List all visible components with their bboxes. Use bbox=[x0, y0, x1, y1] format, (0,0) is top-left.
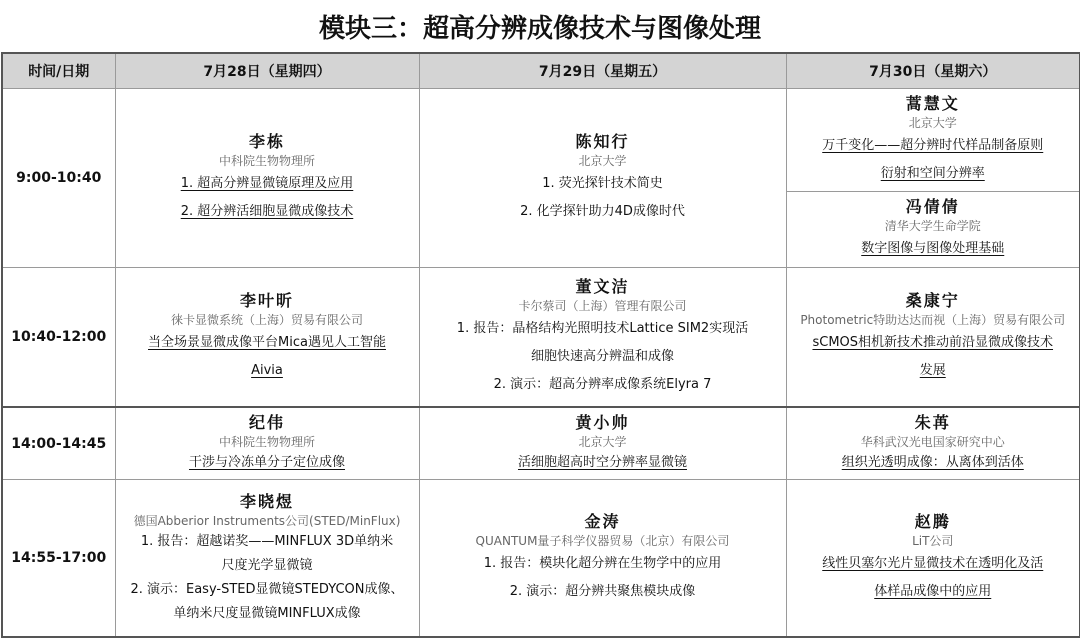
talk-title: 单纳米尺度显微镜MINFLUX成像 bbox=[173, 605, 361, 621]
talk-link[interactable]: 干涉与冷冻单分子定位成像 bbox=[188, 455, 345, 470]
speaker-name: 桑康宁 bbox=[905, 290, 960, 310]
session-cell bbox=[115, 89, 419, 268]
talk-title: 2. 演示：超分辨共聚焦模块成像 bbox=[509, 583, 696, 599]
speaker-name: 黄小帅 bbox=[575, 413, 630, 432]
session-cell bbox=[786, 268, 1080, 408]
session-cell bbox=[115, 480, 419, 638]
session-cell bbox=[419, 407, 786, 480]
speaker-institution: 卡尔蔡司（上海）管理有限公司 bbox=[518, 298, 687, 313]
talk-link[interactable]: Aivia bbox=[251, 362, 283, 378]
session-row bbox=[2, 480, 1080, 638]
speaker-name: 冯倩倩 bbox=[905, 197, 960, 216]
talk-link[interactable]: 线性贝塞尔光片显微技术在透明化及活 bbox=[822, 555, 1044, 571]
session-cell bbox=[419, 268, 786, 408]
session-cell bbox=[115, 407, 419, 480]
speaker-institution: 中科院生物物理所 bbox=[218, 153, 315, 168]
session-cell bbox=[786, 480, 1080, 638]
talk-title: 2. 演示：Easy-STED显微镜STEDYCON成像、 bbox=[130, 581, 404, 597]
speaker-institution: 中科院生物物理所 bbox=[218, 435, 315, 449]
talk-link[interactable]: sCMOS相机新技术推动前沿显微成像技术 bbox=[812, 334, 1054, 350]
speaker-name: 董文洁 bbox=[575, 276, 630, 296]
speaker-name: 陈知行 bbox=[575, 131, 630, 151]
header-day-29: 7月29日（星期五） bbox=[419, 53, 786, 89]
session-cell bbox=[419, 89, 786, 268]
talk-link[interactable]: 1. 超高分辨显微镜原理及应用 bbox=[180, 175, 354, 191]
header-day-28: 7月28日（星期四） bbox=[115, 53, 419, 89]
talk-title bbox=[181, 170, 354, 198]
header-time: 时间/日期 bbox=[2, 53, 115, 89]
talk-link[interactable]: 万千变化——超分辨时代样品制备原则 bbox=[822, 137, 1044, 153]
talk-title: 1. 报告：超越诺奖——MINFLUX 3D单纳米 bbox=[140, 533, 394, 549]
talk-title: 2. 化学探针助力4D成像时代 bbox=[520, 203, 685, 219]
speaker-institution: 北京大学 bbox=[908, 115, 957, 130]
talk-title: 1. 荧光探针技术简史 bbox=[542, 175, 663, 191]
speaker-name: 李叶昕 bbox=[239, 290, 294, 310]
session-row bbox=[2, 407, 1080, 480]
talk-title: 1. 报告：晶格结构光照明技术Lattice SIM2实现活 bbox=[456, 320, 749, 336]
talk-title: 2. 演示：超高分辨率成像系统Elyra 7 bbox=[493, 376, 712, 392]
speaker-institution: LiT公司 bbox=[912, 533, 954, 548]
speaker-name: 朱苒 bbox=[914, 413, 951, 432]
speaker-name: 李晓煜 bbox=[239, 491, 294, 511]
talk-link[interactable]: 体样品成像中的应用 bbox=[874, 583, 992, 599]
speaker-institution: 德国Abberior Instruments公司(STED/MinFlux) bbox=[133, 513, 401, 528]
session-row bbox=[2, 268, 1080, 408]
session-cell bbox=[786, 407, 1080, 480]
talk-title: 细胞快速高分辨温和成像 bbox=[530, 348, 674, 364]
talk-title: 1. 报告：模块化超分辨在生物学中的应用 bbox=[483, 555, 722, 571]
speaker-institution: QUANTUM量子科学仪器贸易（北京）有限公司 bbox=[475, 533, 730, 548]
talk-link[interactable]: 2. 超分辨活细胞显微成像技术 bbox=[180, 203, 354, 219]
speaker-name: 李栋 bbox=[248, 131, 285, 151]
speaker-institution: 北京大学 bbox=[578, 435, 627, 449]
time-slot: 14:55-17:00 bbox=[2, 480, 115, 638]
talk-title bbox=[181, 198, 354, 226]
session-cell bbox=[419, 480, 786, 638]
talk-link[interactable]: 组织光透明成像：从离体到活体 bbox=[841, 455, 1024, 470]
header-row bbox=[2, 53, 1080, 89]
speaker-name: 纪伟 bbox=[248, 413, 285, 432]
time-slot: 10:40-12:00 bbox=[2, 268, 115, 408]
speaker-institution: 北京大学 bbox=[578, 153, 627, 168]
talk-link[interactable]: 发展 bbox=[919, 362, 946, 378]
speaker-name: 金涛 bbox=[584, 511, 621, 531]
session-cell-split bbox=[786, 89, 1080, 268]
session-cell bbox=[115, 268, 419, 408]
speaker-institution: 徕卡显微系统（上海）贸易有限公司 bbox=[170, 312, 363, 327]
speaker-name: 蒿慧文 bbox=[905, 93, 960, 113]
time-slot: 9:00-10:40 bbox=[2, 89, 115, 268]
page-title: 模块三：超高分辨成像技术与图像处理 bbox=[318, 13, 761, 44]
speaker-institution: 华科武汉光电国家研究中心 bbox=[860, 435, 1005, 449]
header-day-30: 7月30日（星期六） bbox=[786, 53, 1080, 89]
speaker-name: 赵腾 bbox=[914, 511, 951, 531]
session-row bbox=[2, 89, 1080, 268]
speaker-institution: 清华大学生命学院 bbox=[884, 219, 981, 233]
schedule-table bbox=[1, 52, 1080, 638]
talk-link[interactable]: 活细胞超高时空分辨率显微镜 bbox=[517, 455, 687, 470]
talk-title: 尺度光学显微镜 bbox=[221, 557, 313, 573]
talk-link[interactable]: 衍射和空间分辨率 bbox=[880, 165, 985, 181]
time-slot: 14:00-14:45 bbox=[2, 407, 115, 480]
talk-link[interactable]: 当全场景显微成像平台Mica遇见人工智能 bbox=[148, 334, 386, 350]
talk-link[interactable]: 数字图像与图像处理基础 bbox=[861, 241, 1005, 256]
speaker-institution: Photometric特助达达而视（上海）贸易有限公司 bbox=[800, 312, 1066, 327]
